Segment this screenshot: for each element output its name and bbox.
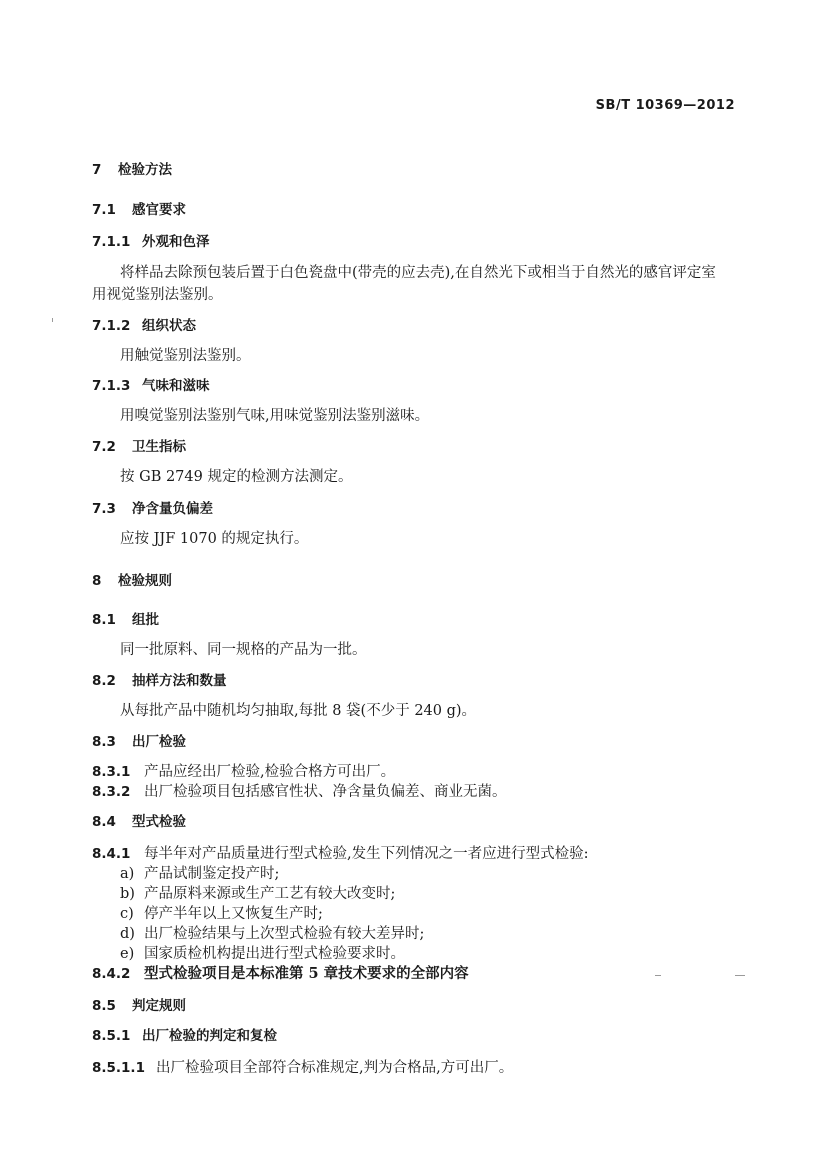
clause-text: 出厂检验项目全部符合标准规定,判为合格品,方可出厂。 [156,1060,514,1076]
section-number: 8.4 [92,814,116,830]
section-title: 感官要求 [132,202,186,218]
standard-code-header: SB/T 10369—2012 [595,98,735,113]
list-text: 产品试制鉴定投产时; [144,866,280,882]
paragraph: 按 GB 2749 规定的检测方法测定。 [120,469,353,485]
section-title: 抽样方法和数量 [132,673,227,689]
clause-text: 出厂检验项目包括感官性状、净含量负偏差、商业无菌。 [144,784,507,800]
clause-number: 8.4.2 [92,966,131,982]
section-title: 判定规则 [132,998,186,1014]
section-8-4-heading [92,810,186,830]
section-7-1-1-heading [92,230,210,250]
clause-text: 产品应经出厂检验,检验合格方可出厂。 [144,764,396,780]
section-number: 7.1 [92,202,116,218]
section-number: 8.1 [92,612,116,628]
list-text: 产品原料来源或生产工艺有较大改变时; [144,886,396,902]
clause-number: 8.4.1 [92,846,131,862]
clause-8-5-1-1 [92,1056,513,1077]
section-title: 组批 [132,612,159,628]
section-title: 型式检验 [132,814,186,830]
list-label: e) [120,946,135,962]
section-7-heading [92,158,172,178]
list-label: b) [120,886,135,902]
clause-8-3-2 [92,780,507,801]
section-title: 气味和滋味 [142,378,210,394]
section-8-1-heading [92,608,159,628]
section-title: 卫生指标 [132,439,186,455]
section-8-5-heading [92,994,186,1014]
list-text: 国家质检机构提出进行型式检验要求时。 [144,946,405,962]
section-7-2-heading [92,435,186,455]
section-8-5-1-heading [92,1024,277,1044]
section-7-1-heading [92,198,186,218]
paragraph: 从每批产品中随机均匀抽取,每批 8 袋(不少于 240 g)。 [120,703,477,719]
clause-number: 8.5.1.1 [92,1060,145,1076]
section-number: 7.1.3 [92,378,131,394]
section-8-3-heading [92,730,186,750]
clause-text: 型式检验项目是本标准第 5 章技术要求的全部内容 [144,965,469,982]
scan-speck [735,975,745,976]
paragraph: 用触觉鉴别法鉴别。 [120,348,251,364]
list-item [120,862,279,883]
scan-speck [52,318,53,322]
section-title: 出厂检验 [132,734,186,750]
paragraph: 应按 JJF 1070 的规定执行。 [120,531,309,547]
list-label: d) [120,926,135,942]
clause-8-4-2 [92,962,469,983]
section-number: 7.1.2 [92,318,131,334]
paragraph: 将样品去除预包装后置于白色瓷盘中(带壳的应去壳),在自然光下或相当于自然光的感官评定室 [120,265,716,281]
list-item [120,882,395,903]
section-title: 组织状态 [142,318,196,334]
section-title: 检验方法 [118,162,172,178]
list-item [120,902,323,923]
section-8-2-heading [92,669,227,689]
list-label: a) [120,866,135,882]
list-item [120,922,424,943]
section-number: 8.5 [92,998,116,1014]
section-title: 净含量负偏差 [132,501,213,517]
section-number: 7.1.1 [92,234,131,250]
paragraph: 用嗅觉鉴别法鉴别气味,用味觉鉴别法鉴别滋味。 [120,408,430,424]
section-number: 7.2 [92,439,116,455]
scan-speck [655,975,661,976]
list-label: c) [120,906,134,922]
section-7-1-2-heading [92,314,196,334]
clause-8-4-1 [92,842,589,863]
section-title: 检验规则 [118,573,172,589]
clause-number: 8.3.2 [92,784,131,800]
clause-number: 8.3.1 [92,764,131,780]
section-8-heading [92,569,172,589]
section-7-1-3-heading [92,374,210,394]
section-title: 出厂检验的判定和复检 [142,1028,277,1044]
clause-8-3-1 [92,760,395,781]
clause-text: 每半年对产品质量进行型式检验,发生下列情况之一者应进行型式检验: [144,846,589,862]
list-text: 出厂检验结果与上次型式检验有较大差异时; [144,926,425,942]
paragraph: 用视觉鉴别法鉴别。 [92,287,223,303]
list-text: 停产半年以上又恢复生产时; [144,906,323,922]
section-number: 8.3 [92,734,116,750]
section-number: 7 [92,162,102,178]
paragraph: 同一批原料、同一规格的产品为一批。 [120,642,367,658]
section-number: 8.5.1 [92,1028,131,1044]
section-number: 8 [92,573,102,589]
section-title: 外观和色泽 [142,234,210,250]
list-item [120,942,405,963]
section-number: 7.3 [92,501,116,517]
section-7-3-heading [92,497,213,517]
section-number: 8.2 [92,673,116,689]
